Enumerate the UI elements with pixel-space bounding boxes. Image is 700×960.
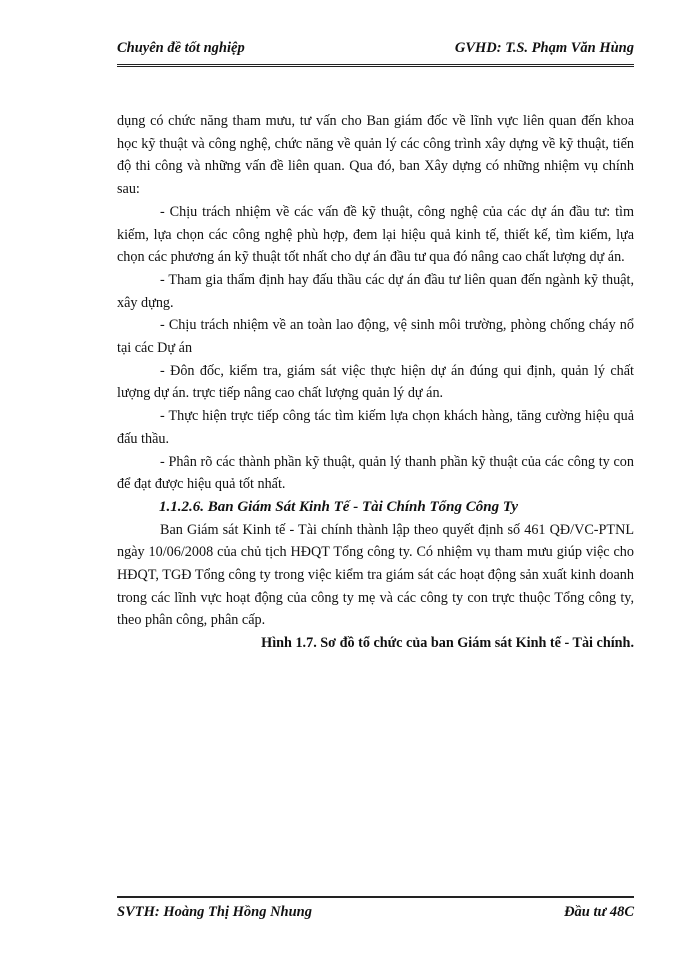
page-body: [117, 110, 634, 655]
section-paragraph: Ban Giám sát Kinh tế - Tài chính thành lập theo quyết định số 461 QĐ/VC-PTNL ngày 10/06/2008 của chủ tịch HĐQT Tổng công ty. Có nhiệm vụ tham mưu giúp việc cho HĐQT, TGĐ Tổng công ty trong việc kiểm tra giám sát các hoạt động sản xuất kinh doanh trong các lĩnh vực hoạt động của công ty mẹ và các công ty con trực thuộc Tổng công ty, theo phân công, phân cấp.: [117, 521, 634, 629]
duty-item-4: - Đôn đốc, kiểm tra, giám sát việc thực hiện dự án đúng qui định, quản lý chất lượng dự án. trực tiếp nâng cao chất lượng quản lý dự án.: [117, 362, 634, 402]
header-thesis-title: Chuyên đề tốt nghiệp: [117, 40, 245, 56]
duty-item-5: - Thực hiện trực tiếp công tác tìm kiếm lựa chọn khách hàng, tăng cường hiệu quả đấu thầu.: [117, 408, 634, 447]
duty-item-3: - Chịu trách nhiệm về an toàn lao động, vệ sinh môi trường, phòng chống cháy nổ tại các Dự án: [117, 317, 634, 357]
figure-caption: Hình 1.7. Sơ đồ tổ chức của ban Giám sát Kinh tế - Tài chính.: [261, 635, 634, 652]
header-supervisor: GVHD: T.S. Phạm Văn Hùng: [454, 40, 634, 56]
footer-student: SVTH: Hoàng Thị Hồng Nhung: [117, 904, 312, 920]
duty-item-2: - Tham gia thẩm định hay đấu thầu các dự án đầu tư liên quan đến ngành kỹ thuật, xây dựng.: [117, 271, 634, 311]
page-footer: [117, 896, 634, 924]
section-heading: 1.1.2.6. Ban Giám Sát Kinh Tế - Tài Chính Tổng Công Ty: [159, 498, 519, 515]
page-header: [117, 34, 634, 67]
duty-item-6: - Phân rõ các thành phần kỹ thuật, quản lý thanh phần kỹ thuật của các công ty con để đạt được hiệu quả tốt nhất.: [117, 453, 634, 493]
footer-class: Đầu tư 48C: [564, 904, 634, 920]
duty-item-1: - Chịu trách nhiệm về các vấn đề kỹ thuật, công nghệ của các dự án đầu tư: tìm kiếm, lựa chọn các công nghệ phù hợp, đem lại hiệu quả kinh tế, thiết kế, tìm kiếm, lựa chọn các phương án kỹ thuật tốt nhất cho dự án đầu tư qua đó nâng cao chất lượng dự án.: [117, 203, 634, 266]
intro-paragraph: dụng có chức năng tham mưu, tư vấn cho Ban giám đốc về lĩnh vực liên quan đến khoa học kỹ thuật và công nghệ, chức năng về quản lý các công trình xây dựng về kỹ thuật, tiến độ thi công và những vấn đề liên quan. Qua đó, ban Xây dựng có những nhiệm vụ chính sau:: [117, 113, 634, 198]
